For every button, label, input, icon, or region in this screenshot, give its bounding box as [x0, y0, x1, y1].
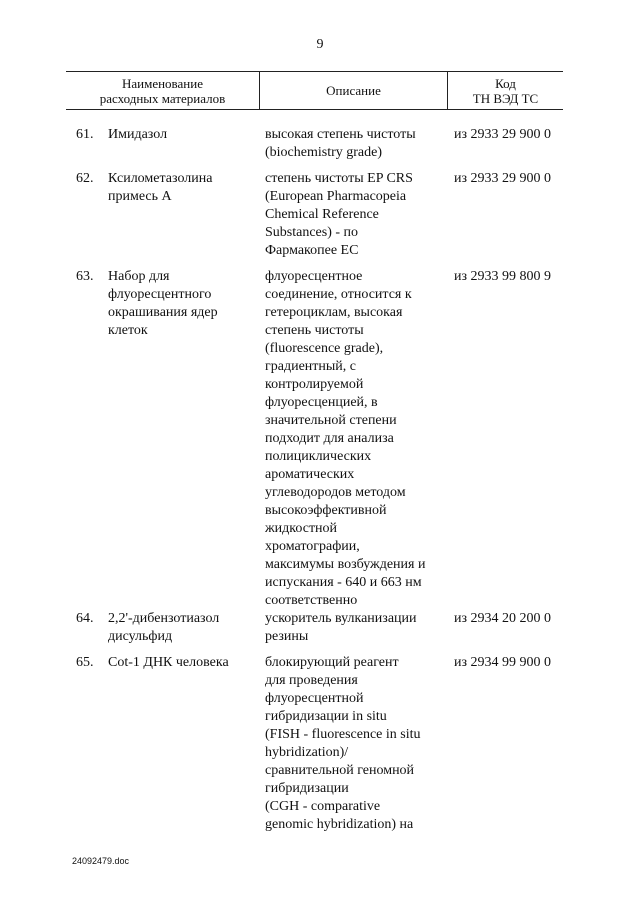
row-description: флуоресцентное соединение, относится к гетероциклам, высокая степень чистоты (fluorescence grade), градиентный, с контролируемой флуоресценцией, в значительной степени подходит для анализа полициклических ароматических углеводородов методом высокоэффективной жидкостной хроматографии, максимумы возбуждения и испускания - 640 и 663 нм соответственно — [265, 269, 426, 608]
row-number: 64. — [76, 611, 94, 626]
row-code: из 2934 99 900 0 — [454, 655, 552, 670]
header-description-label: Описание — [326, 83, 381, 98]
table-row — [0, 268, 640, 608]
row-number: 65. — [76, 655, 94, 670]
row-description: блокирующий реагент для проведения флуоресцентной гибридизации in situ (FISH - fluorescence in situ hybridization)/ сравнительной геномной гибридизации (CGH - comparative genomic hybridization) на — [265, 655, 421, 832]
header-code-line2: ТН ВЭД ТС — [472, 90, 539, 106]
header-materials-line2: расходных материалов — [99, 90, 226, 106]
table-row — [0, 126, 640, 162]
header-description — [260, 72, 448, 109]
row-description: ускоритель вулканизации резины — [265, 611, 417, 644]
row-name: Набор для флуоресцентного окрашивания ядер клеток — [108, 269, 218, 338]
footer-filename: 24092479.doc — [72, 856, 130, 866]
row-number: 61. — [76, 127, 94, 142]
row-number: 62. — [76, 171, 94, 186]
table-row — [0, 654, 640, 834]
row-description: высокая степень чистоты (biochemistry grade) — [265, 127, 416, 160]
row-description: степень чистоты EP CRS (European Pharmacopeia Chemical Reference Substances) - по Фармакопее ЕС — [265, 171, 413, 258]
table-row — [0, 610, 640, 646]
row-code: из 2933 29 900 0 — [454, 127, 552, 142]
page-number: 9 — [316, 37, 324, 52]
header-materials-line1: Наименование — [121, 75, 203, 91]
row-name: 2,2'-дибензотиазол дисульфид — [108, 611, 220, 644]
header-code — [448, 72, 563, 109]
header-materials — [66, 72, 260, 109]
row-name: Cot-1 ДНК человека — [108, 655, 229, 670]
header-code-line1: Код — [495, 75, 516, 91]
table-body — [0, 126, 640, 842]
table-row — [0, 170, 640, 260]
row-code: из 2934 20 200 0 — [454, 611, 552, 626]
row-name: Имидазол — [108, 127, 168, 142]
row-number: 63. — [76, 269, 94, 284]
row-code: из 2933 99 800 9 — [454, 269, 552, 284]
row-code: из 2933 29 900 0 — [454, 171, 552, 186]
row-name: Ксилометазолина примесь А — [108, 171, 213, 204]
table-header — [66, 71, 563, 110]
